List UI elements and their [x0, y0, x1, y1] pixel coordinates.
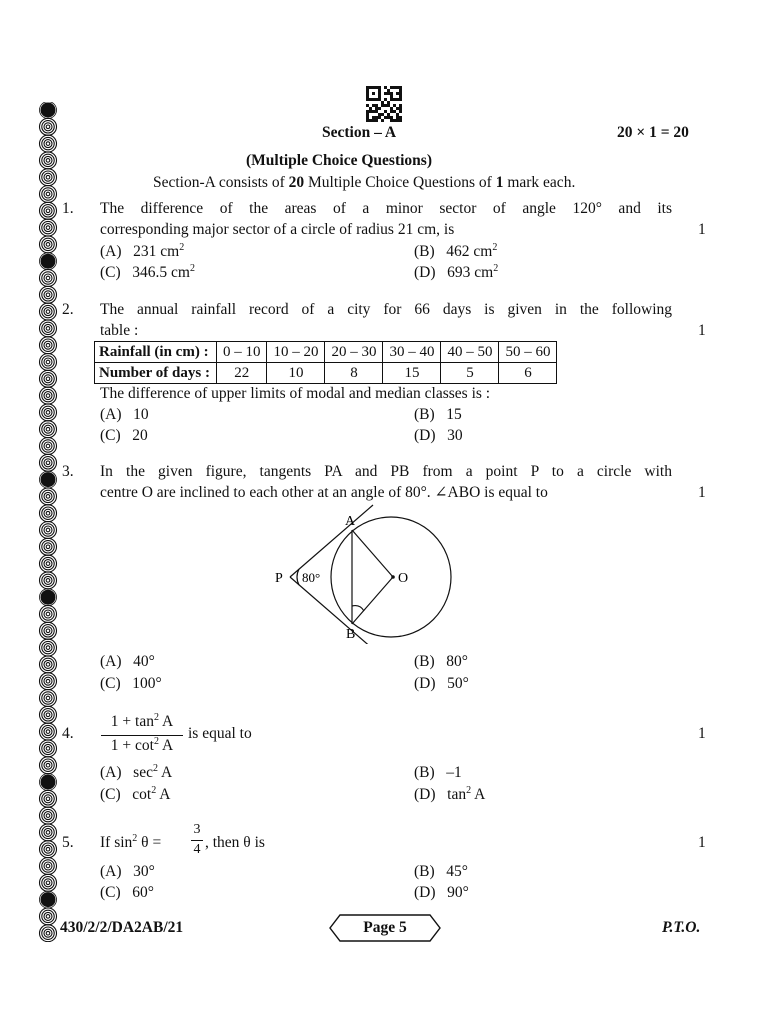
security-ring-mark — [40, 891, 57, 908]
option-text: 100° — [132, 675, 162, 692]
option-label: (B) — [414, 406, 435, 423]
fraction-denominator: $1 + \cot^2 A$ — [110, 736, 174, 754]
security-ring-mark — [40, 438, 57, 455]
option-text: 40° — [133, 653, 155, 670]
security-ring-mark — [40, 706, 57, 723]
option-item[interactable] — [100, 426, 148, 446]
margin-security-strip — [36, 102, 60, 942]
security-ring-mark — [40, 656, 57, 673]
security-ring-mark — [40, 303, 57, 320]
option-label: (C) — [100, 786, 121, 803]
security-ring-mark — [40, 370, 57, 387]
page-number: Page 5 — [363, 919, 407, 936]
security-ring-mark — [40, 522, 57, 539]
security-ring-mark — [40, 925, 57, 942]
question-text-line: If $\sin^2 \theta$ = — [100, 833, 162, 851]
security-ring-mark — [40, 320, 57, 337]
option-item[interactable] — [414, 763, 462, 783]
security-ring-mark — [40, 774, 57, 791]
question-marks: 1 — [698, 221, 706, 238]
option-text: 90° — [447, 884, 469, 901]
question-text-line: table : — [100, 322, 139, 339]
center-point — [391, 575, 395, 579]
option-item[interactable] — [100, 652, 155, 672]
security-ring-mark — [40, 572, 57, 589]
fraction-bar — [101, 735, 183, 736]
option-label: (D) — [414, 786, 436, 803]
security-ring-mark — [40, 824, 57, 841]
option-text: 45° — [446, 863, 468, 880]
option-label: (D) — [414, 427, 436, 444]
table-cell: 30 – 40 — [383, 342, 441, 363]
question-text-line: The annual rainfall record of a city for 66 days is given in the following — [100, 301, 672, 318]
option-text: sec — [133, 764, 153, 781]
table-cell: 50 – 60 — [499, 342, 557, 363]
security-ring-mark — [40, 387, 57, 404]
security-ring-mark — [40, 723, 57, 740]
question-number: 4. — [62, 725, 74, 742]
security-ring-mark — [40, 488, 57, 505]
option-label: (B) — [414, 764, 435, 781]
table-row — [95, 342, 557, 363]
option-label: (C) — [100, 264, 121, 281]
security-ring-mark — [40, 589, 57, 606]
security-ring-mark — [40, 790, 57, 807]
option-label: (C) — [100, 884, 121, 901]
option-item[interactable]: (D) 693 $cm^2$ — [414, 263, 499, 281]
option-label: (A) — [100, 243, 122, 260]
security-ring-mark — [40, 404, 57, 421]
option-item[interactable]: (A) 231 $cm^2$ — [100, 242, 185, 260]
security-ring-mark — [40, 841, 57, 858]
option-text: 462 cm — [446, 243, 493, 260]
section-title: Section – A — [322, 124, 397, 141]
security-ring-mark — [40, 118, 57, 135]
tangent-circle-figure — [268, 502, 488, 644]
question-text-line: The difference of the areas of a minor sector of angle 120° and its — [100, 200, 672, 217]
option-item[interactable] — [100, 405, 149, 425]
option-item[interactable] — [100, 862, 155, 882]
security-ring-mark — [40, 186, 57, 203]
circle-outline — [331, 517, 451, 637]
option-item[interactable] — [100, 883, 154, 903]
security-ring-mark — [40, 807, 57, 824]
please-turn-over: P.T.O. — [662, 919, 701, 936]
question-text-line: The difference of upper limits of modal and median classes is : — [100, 385, 491, 402]
question-number: 5. — [62, 834, 74, 851]
rainfall-table — [94, 341, 557, 384]
security-ring-mark — [40, 471, 57, 488]
security-ring-mark — [40, 908, 57, 925]
option-text: 693 cm — [447, 264, 494, 281]
security-ring-mark — [40, 538, 57, 555]
option-text: tan — [447, 786, 467, 803]
security-ring-mark — [40, 236, 57, 253]
option-text: 30° — [133, 863, 155, 880]
section-instruction: Section-A consists of 20 Multiple Choice Questions of 1 mark each. — [153, 174, 576, 191]
question-text-line: In the given figure, tangents PA and PB from a point P to a circle with — [100, 463, 672, 480]
security-ring-mark — [40, 454, 57, 471]
security-ring-mark — [40, 874, 57, 891]
option-label: (A) — [100, 653, 122, 670]
question-marks: 1 — [698, 484, 706, 501]
table-row — [95, 363, 557, 384]
option-label: (D) — [414, 675, 436, 692]
point-label-b: B — [346, 627, 356, 642]
security-ring-mark — [40, 690, 57, 707]
option-text: 15 — [446, 406, 462, 423]
security-ring-mark — [40, 253, 57, 270]
fraction-bar — [191, 840, 203, 841]
table-cell: 8 — [325, 363, 383, 384]
table-cell: 20 – 30 — [325, 342, 383, 363]
question-text-line: is equal to — [188, 725, 252, 742]
option-text: 50° — [447, 675, 469, 692]
fraction-denominator: 4 — [193, 842, 201, 857]
radius-ob — [352, 577, 393, 624]
option-label: (B) — [414, 243, 435, 260]
question-marks: 1 — [698, 725, 706, 742]
option-item[interactable] — [414, 862, 468, 882]
security-ring-mark — [40, 354, 57, 371]
option-label: (B) — [414, 863, 435, 880]
option-item[interactable] — [414, 674, 469, 694]
option-item[interactable]: (C) 346.5 $cm^2$ — [100, 263, 195, 281]
security-ring-mark — [40, 286, 57, 303]
option-item[interactable]: (A) $\sec^2 A$ — [100, 763, 173, 781]
option-text: 60° — [132, 884, 154, 901]
option-text: 20 — [132, 427, 148, 444]
angle-arc-b — [352, 606, 364, 611]
table-cell: 5 — [441, 363, 499, 384]
table-cell: 6 — [499, 363, 557, 384]
fraction-numerator: 3 — [193, 822, 201, 837]
option-item[interactable] — [414, 652, 468, 672]
question-marks: 1 — [698, 834, 706, 851]
table-cell: 15 — [383, 363, 441, 384]
table-header-cell: Rainfall (in cm) : — [95, 342, 217, 363]
security-ring-mark — [40, 505, 57, 522]
option-label: (D) — [414, 264, 436, 281]
option-item[interactable]: (C) $\cot^2 A$ — [100, 785, 171, 803]
point-label-o: O — [398, 571, 409, 586]
question-number: 1. — [62, 200, 74, 217]
security-ring-mark — [40, 202, 57, 219]
option-text: 80° — [446, 653, 468, 670]
question-text-line: , then θ is — [205, 834, 265, 851]
point-label-p: P — [275, 571, 283, 586]
security-ring-mark — [40, 622, 57, 639]
angle-label: 80° — [302, 570, 321, 585]
point-label-a: A — [345, 514, 356, 529]
option-label: (D) — [414, 884, 436, 901]
option-label: (B) — [414, 653, 435, 670]
section-subtitle: (Multiple Choice Questions) — [246, 152, 432, 169]
security-ring-mark — [40, 102, 57, 119]
option-item[interactable] — [414, 883, 469, 903]
security-ring-mark — [40, 135, 57, 152]
option-text: 30 — [447, 427, 463, 444]
security-ring-mark — [40, 152, 57, 169]
option-label: (A) — [100, 406, 122, 423]
security-ring-mark — [40, 639, 57, 656]
option-label: (A) — [100, 863, 122, 880]
question-text-line: corresponding major sector of a circle of radius 21 cm, is — [100, 221, 455, 238]
table-header-cell: Number of days : — [95, 363, 217, 384]
security-ring-mark — [40, 858, 57, 875]
option-label: (A) — [100, 764, 122, 781]
security-ring-mark — [40, 606, 57, 623]
table-cell: 22 — [216, 363, 267, 384]
option-text: –1 — [446, 764, 462, 781]
question-text-line: centre O are inclined to each other at an angle of 80°. ∠ABO is equal to — [100, 484, 548, 501]
option-item[interactable] — [414, 426, 463, 446]
question-number: 2. — [62, 301, 74, 318]
table-cell: 10 — [267, 363, 325, 384]
security-ring-mark — [40, 740, 57, 757]
marks-scheme: 20 × 1 = 20 — [617, 124, 689, 141]
option-item[interactable] — [414, 405, 462, 425]
paper-code: 430/2/2/DA2AB/21 — [60, 919, 184, 936]
security-ring-mark — [40, 337, 57, 354]
option-label: (C) — [100, 427, 121, 444]
option-label: (C) — [100, 675, 121, 692]
security-ring-mark — [40, 673, 57, 690]
fraction-numerator: $1 + \tan^2 A$ — [110, 712, 174, 730]
radius-oa — [352, 530, 393, 577]
option-item[interactable] — [100, 674, 162, 694]
security-ring-mark — [40, 169, 57, 186]
security-ring-mark — [40, 757, 57, 774]
qr-code — [366, 86, 402, 122]
security-ring-mark — [40, 270, 57, 287]
option-text: cot — [132, 786, 152, 803]
table-cell: 10 – 20 — [267, 342, 325, 363]
question-number: 3. — [62, 463, 74, 480]
option-text: 346.5 cm — [132, 264, 190, 281]
option-text: 231 cm — [133, 243, 180, 260]
security-ring-mark — [40, 421, 57, 438]
security-ring-mark — [40, 219, 57, 236]
option-text: 10 — [133, 406, 149, 423]
table-cell: 0 – 10 — [216, 342, 267, 363]
option-item[interactable]: (B) 462 $cm^2$ — [414, 242, 498, 260]
table-cell: 40 – 50 — [441, 342, 499, 363]
option-item[interactable]: (D) $\tan^2 A$ — [414, 785, 486, 803]
question-marks: 1 — [698, 322, 706, 339]
security-ring-mark — [40, 555, 57, 572]
